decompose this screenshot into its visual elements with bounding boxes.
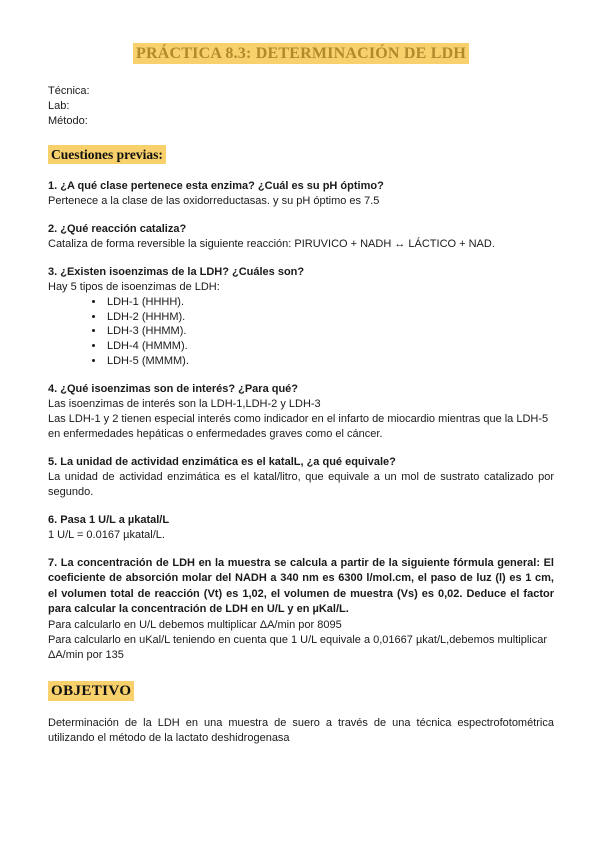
question-7-text: 7. La concentración de LDH en la muestra se calcula a partir de la siguiente fórmula general: El coeficiente de absorción molar del NADH a 340 nm es 6300 l/mol.cm, el paso de luz (l) es 1 cm, el volumen total de reacción (Vt) es 1,02, el volumen de muestra (Vs) es 0,02. Deduce el factor para calcular la concentración de LDH en U/L y en µKal/L. (48, 556, 554, 616)
question-4-answer-1: Las isoenzimas de interés son la LDH-1,LDH-2 y LDH-3 (48, 397, 321, 410)
question-block-7 (48, 556, 554, 663)
question-4-answer-2: Las LDH-1 y 2 tienen especial interés como indicador en el infarto de miocardio mientras que la LDH-5 en enfermedades hepáticas o enfermedades graves como el cáncer. (48, 412, 549, 440)
question-2-text: 2. ¿Qué reacción cataliza? (48, 223, 187, 235)
question-block-1 (48, 179, 554, 209)
question-block-3 (48, 265, 554, 369)
list-item-ldh5: • LDH-5 (MMMM). (105, 354, 554, 369)
question-3-answer: Hay 5 tipos de isoenzimas de LDH: (48, 281, 220, 293)
question-block-5 (48, 455, 554, 500)
question-5-text: 5. La unidad de actividad enzimática es el katalL, ¿a qué equivale? (48, 455, 396, 468)
question-block-2 (48, 222, 554, 252)
metodo-label: Método: (48, 115, 88, 127)
list-item-ldh3: • LDH-3 (HHMM). (105, 324, 554, 339)
cuestiones-heading: Cuestiones previas: (48, 145, 166, 164)
question-4-text: 4. ¿Qué isoenzimas son de interés? ¿Para qué? (48, 382, 299, 395)
question-block-6 (48, 513, 554, 543)
lab-label: Lab: (48, 100, 70, 112)
question-3-text: 3. ¿Existen isoenzimas de la LDH? ¿Cuáles son? (48, 266, 305, 278)
cuestiones-heading-row (48, 144, 554, 166)
question-7-answer-2: Para calcularlo en uKal/L teniendo en cuenta que 1 U/L equivale a 0,01667 µkat/L,debemos multiplicar ΔA/min por 135 (48, 633, 548, 661)
question-block-4 (48, 382, 554, 442)
question-6-answer: 1 U/L = 0.0167 µkatal/L. (48, 528, 165, 541)
isoenzyme-list (48, 295, 554, 369)
question-2-answer: Cataliza de forma reversible la siguiente reacción: PIRUVICO + NADH ↔ LÁCTICO + NAD. (48, 238, 495, 250)
list-item-ldh2: • LDH-2 (HHHM). (105, 310, 554, 325)
list-item-ldh4: • LDH-4 (HMMM). (105, 339, 554, 354)
question-1-answer: Pertenece a la clase de las oxidorreductasas. y su pH óptimo es 7.5 (48, 195, 380, 207)
question-7-answer-1: Para calcularlo en U/L debemos multiplicar ΔA/min por 8095 (48, 618, 342, 631)
page-title: PRÁCTICA 8.3: DETERMINACIÓN DE LDH (133, 43, 469, 64)
objetivo-text: Determinación de la LDH en una muestra de suero a través de una técnica espectrofotométrica utilizando el método de la lactato deshidrogenasa (48, 716, 554, 744)
question-6-text: 6. Pasa 1 U/L a µkatal/L (48, 513, 170, 526)
question-5-answer: La unidad de actividad enzimática es el katal/litro, que equivale a un mol de sustrato catalizado por segundo. (48, 470, 554, 498)
tecnica-label: Técnica: (48, 85, 90, 97)
objetivo-heading: OBJETIVO (48, 681, 134, 701)
question-1-text: 1. ¿A qué clase pertenece esta enzima? ¿Cuál es su pH óptimo? (48, 180, 384, 192)
title-row (48, 46, 554, 63)
meta-fields (48, 84, 554, 129)
list-item-ldh1: • LDH-1 (HHHH). (105, 295, 554, 310)
objetivo-heading-row (48, 679, 554, 703)
